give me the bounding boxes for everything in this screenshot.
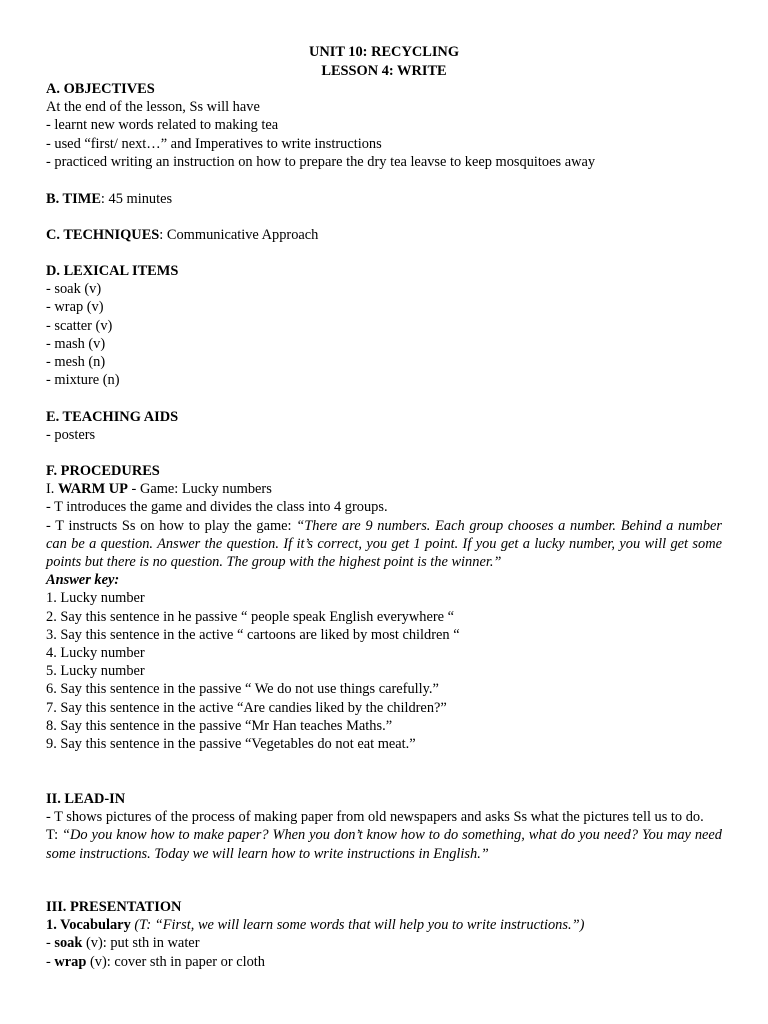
vocab-dash: - bbox=[46, 935, 55, 952]
vocab-dash: - bbox=[46, 953, 55, 970]
time-value: : 45 minutes bbox=[100, 191, 173, 207]
vocab-word: soak bbox=[54, 935, 83, 952]
warmup-instructions-quote: “There are 9 numbers. Each group chooses a number. Behind a number can be a question. Answer the question. If it’s correct, you get 1 point. If you get a lucky number, you will get some points but there is no question. The group with the highest point is the winner.” bbox=[46, 517, 723, 571]
teacher-label: T: bbox=[46, 827, 62, 844]
lexical-item: - scatter (v) bbox=[46, 317, 113, 334]
techniques-section bbox=[46, 226, 722, 244]
time-label: B. TIME bbox=[46, 191, 101, 207]
answer-item: 8. Say this sentence in the passive “Mr Han teaches Maths.” bbox=[46, 717, 393, 734]
answer-item: 6. Say this sentence in the passive “ We do not use things carefully.” bbox=[46, 681, 439, 698]
unit-title: UNIT 10: RECYCLING bbox=[308, 44, 460, 60]
lexical-item: - wrap (v) bbox=[46, 299, 104, 316]
leadin-section bbox=[46, 790, 722, 863]
answer-item: 9. Say this sentence in the passive “Vegetables do not eat meat.” bbox=[46, 736, 416, 753]
leadin-heading: II. LEAD-IN bbox=[46, 791, 126, 807]
teaching-aids-heading: E. TEACHING AIDS bbox=[46, 409, 179, 425]
procedures-section bbox=[46, 462, 722, 753]
vocab-word: wrap bbox=[54, 953, 87, 970]
lexical-item: - soak (v) bbox=[46, 281, 102, 298]
warmup-label: WARM UP bbox=[58, 481, 128, 498]
objectives-intro: At the end of the lesson, Ss will have bbox=[46, 99, 260, 116]
teaching-aid-item: - posters bbox=[46, 427, 96, 444]
answer-item: 1. Lucky number bbox=[46, 590, 145, 607]
vocabulary-note: (T: “First, we will learn some words that will help you to write instructions.”) bbox=[130, 917, 585, 934]
warmup-instructions bbox=[46, 517, 722, 572]
answer-item: 2. Say this sentence in he passive “ people speak English everywhere “ bbox=[46, 608, 455, 625]
lexical-item: - mixture (n) bbox=[46, 372, 120, 389]
techniques-value: : Communicative Approach bbox=[159, 227, 319, 243]
warmup-numeral: I. bbox=[46, 481, 58, 498]
vocab-item bbox=[46, 953, 722, 971]
presentation-heading: III. PRESENTATION bbox=[46, 899, 182, 915]
answer-item: 4. Lucky number bbox=[46, 645, 145, 662]
vocabulary-line bbox=[46, 916, 722, 934]
answer-item: 3. Say this sentence in the active “ cartoons are liked by most children “ bbox=[46, 626, 460, 643]
vocab-definition: (v): put sth in water bbox=[82, 935, 200, 952]
leadin-paragraph: - T shows pictures of the process of making paper from old newspapers and asks Ss what the pictures tell us to do. bbox=[46, 809, 704, 826]
teacher-quote: “Do you know how to make paper? When you don’t know how to do something, what do you need? You may need some instructions. Today we will learn how to write instructions in English.” bbox=[46, 827, 723, 862]
teaching-aids-section bbox=[46, 408, 722, 444]
answer-item: 7. Say this sentence in the active “Are candies liked by the children?” bbox=[46, 699, 447, 716]
procedures-heading: F. PROCEDURES bbox=[46, 463, 160, 479]
lexical-item: - mesh (n) bbox=[46, 354, 106, 371]
time-section bbox=[46, 190, 722, 208]
objective-item: - used “first/ next…” and Imperatives to write instructions bbox=[46, 135, 382, 152]
lexical-item: - mash (v) bbox=[46, 335, 106, 352]
warmup-line bbox=[46, 480, 722, 498]
techniques-label: C. TECHNIQUES bbox=[46, 227, 160, 243]
lesson-title: LESSON 4: WRITE bbox=[321, 63, 447, 79]
answer-item: 5. Lucky number bbox=[46, 663, 145, 680]
lexical-heading: D. LEXICAL ITEMS bbox=[46, 263, 179, 279]
answer-key-heading: Answer key: bbox=[46, 572, 120, 589]
objectives-heading: A. OBJECTIVES bbox=[46, 81, 155, 97]
lexical-section bbox=[46, 262, 722, 389]
warmup-rest: - Game: Lucky numbers bbox=[127, 481, 272, 498]
vocab-item bbox=[46, 934, 722, 952]
warmup-intro: - T introduces the game and divides the class into 4 groups. bbox=[46, 499, 388, 516]
warmup-instructions-lead: - T instructs Ss on how to play the game: bbox=[46, 517, 297, 534]
presentation-section bbox=[46, 898, 722, 971]
vocabulary-label: 1. Vocabulary bbox=[46, 917, 131, 934]
objective-item: - learnt new words related to making tea bbox=[46, 117, 279, 134]
leadin-teacher-quote bbox=[46, 826, 722, 862]
vocab-definition: (v): cover sth in paper or cloth bbox=[86, 953, 266, 970]
objective-item: - practiced writing an instruction on how to prepare the dry tea leavse to keep mosquitoes away bbox=[46, 153, 596, 170]
objectives-section bbox=[46, 80, 722, 171]
